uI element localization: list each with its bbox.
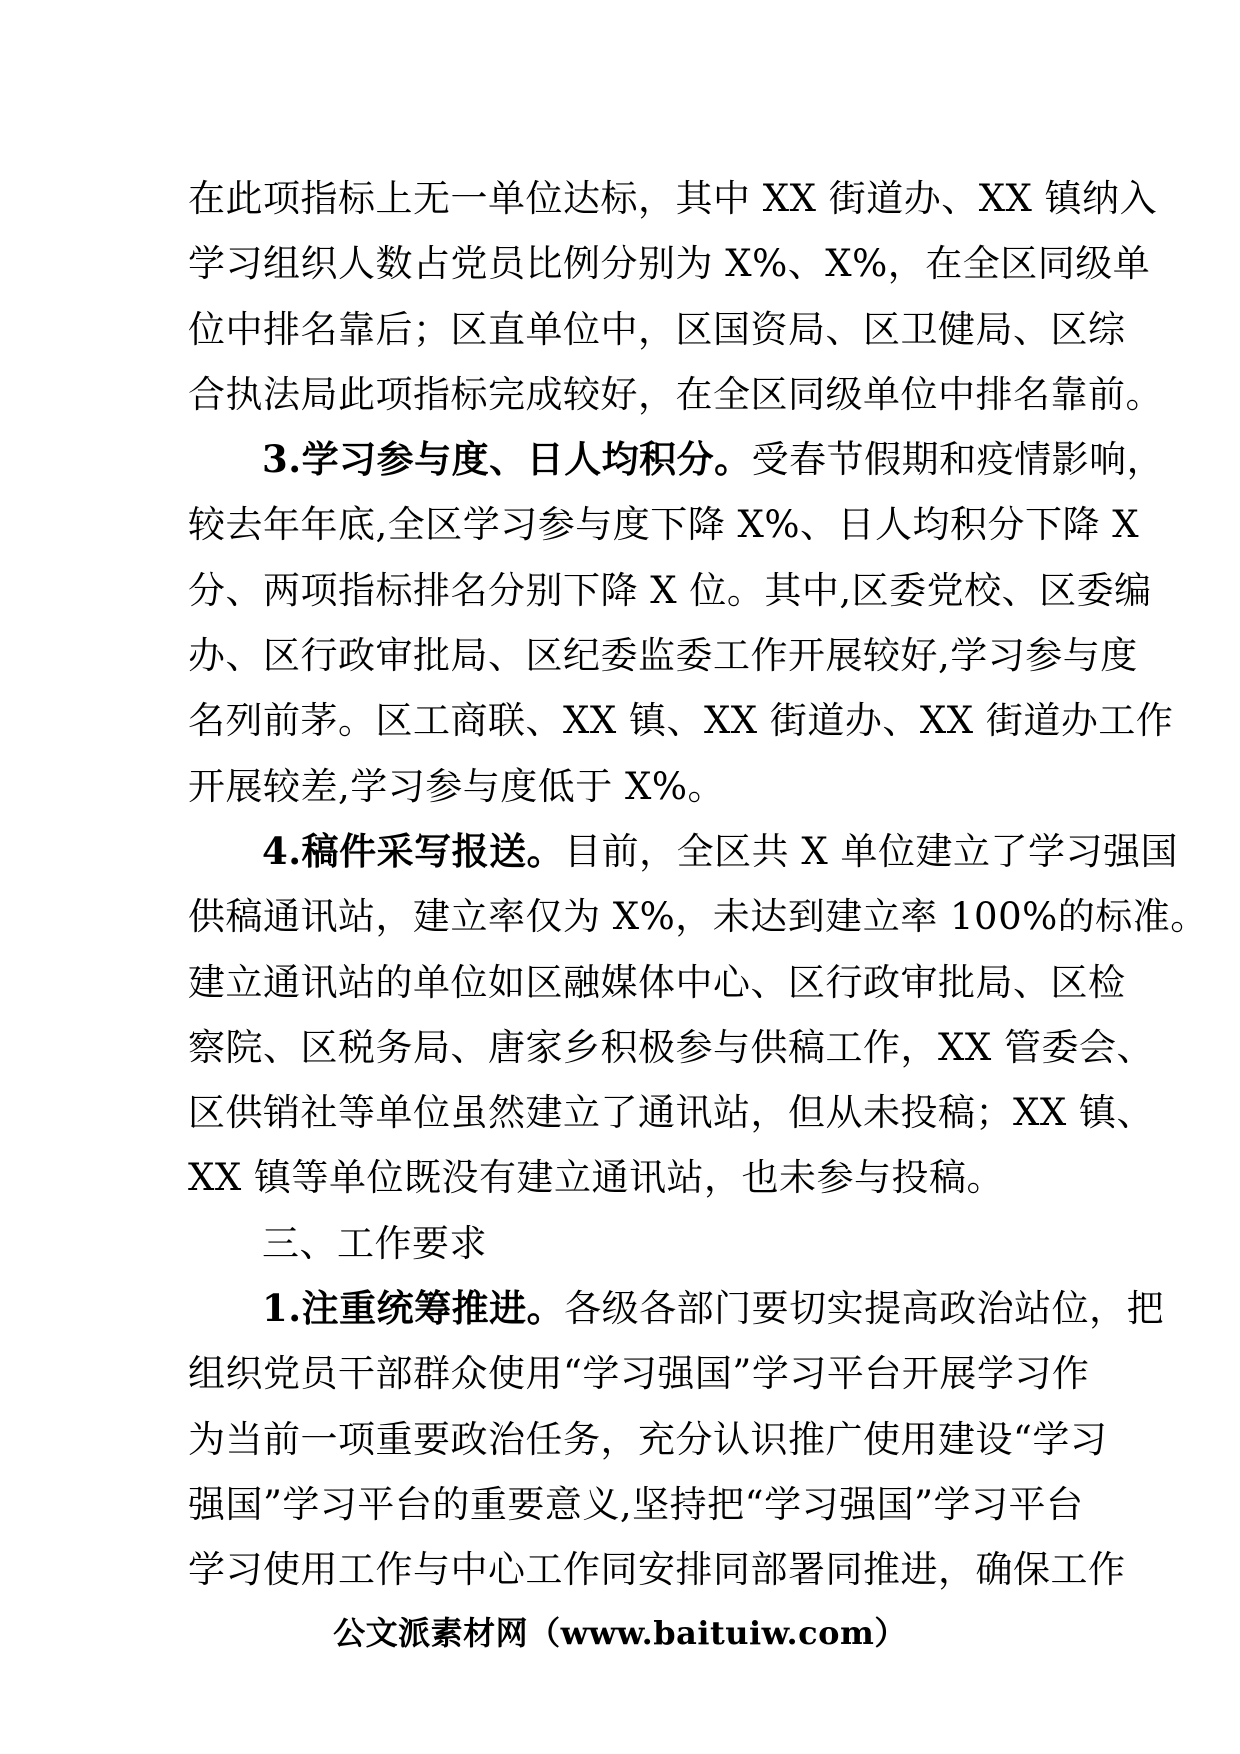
paragraph-line: 合执法局此项指标完成较好，在全区同级单位中排名靠前。: [188, 372, 1163, 416]
paragraph-line: 较去年年底,全区学习参与度下降 X%、日人均积分下降 X: [188, 503, 1140, 547]
section-heading: 三、工作要求: [262, 1221, 487, 1265]
paragraph-line: 区供销社等单位虽然建立了通讯站，但从未投稿；XX 镇、: [188, 1091, 1154, 1135]
req1-first-line: [188, 1276, 1165, 1341]
paragraph-line: 供稿通讯站，建立率仅为 X%，未达到建立率 100%的标准。: [188, 895, 1208, 939]
req1-text: 各级各部门要切实提高政治站位，把: [564, 1287, 1165, 1331]
paragraph-line: 建立通讯站的单位如区融媒体中心、区行政审批局、区检: [188, 960, 1126, 1004]
item3-text: 受春节假期和疫情影响，: [751, 438, 1165, 482]
document-body: [188, 166, 1208, 1603]
paragraph-line: 位中排名靠后；区直单位中，区国资局、区卫健局、区综: [188, 307, 1126, 351]
paragraph-line: 在此项指标上无一单位达标，其中 XX 街道办、XX 镇纳入: [188, 177, 1158, 220]
paragraph-line: 名列前茅。区工商联、XX 镇、XX 街道办、XX 街道办工作: [188, 699, 1174, 743]
paragraph-line: 察院、区税务局、唐家乡积极参与供稿工作，XX 管委会、: [188, 1025, 1154, 1069]
paragraph-line: 为当前一项重要政治任务，充分认识推广使用建设“学习: [188, 1417, 1108, 1461]
item3-first-line: [188, 427, 1165, 492]
paragraph-line: XX 镇等单位既没有建立通讯站，也未参与投稿。: [188, 1156, 1004, 1200]
item4-first-line: [188, 819, 1179, 884]
footer-watermark: 公文派素材网（www.baituiw.com）: [333, 1614, 907, 1652]
paragraph-line: 学习使用工作与中心工作同安排同部署同推进，确保工作: [188, 1548, 1126, 1592]
paragraph-line: 强国”学习平台的重要意义,坚持把“学习强国”学习平台: [188, 1482, 1084, 1526]
req1-heading: 1.注重统筹推进。: [262, 1286, 565, 1331]
item4-text: 目前，全区共 X 单位建立了学习强国: [564, 829, 1179, 873]
paragraph-line: 开展较差,学习参与度低于 X%。: [188, 764, 726, 808]
paragraph-line: 分、两项指标排名分别下降 X 位。其中,区委党校、区委编: [188, 568, 1152, 612]
paragraph-line: 办、区行政审批局、区纪委监委工作开展较好,学习参与度: [188, 634, 1138, 678]
paragraph-line: 学习组织人数占党员比例分别为 X%、X%，在全区同级单: [188, 242, 1151, 286]
paragraph-line: 组织党员干部群众使用“学习强国”学习平台开展学习作: [188, 1352, 1090, 1396]
item4-heading: 4.稿件采写报送。: [262, 828, 565, 873]
item3-heading: 3.学习参与度、日人均积分。: [262, 437, 752, 482]
